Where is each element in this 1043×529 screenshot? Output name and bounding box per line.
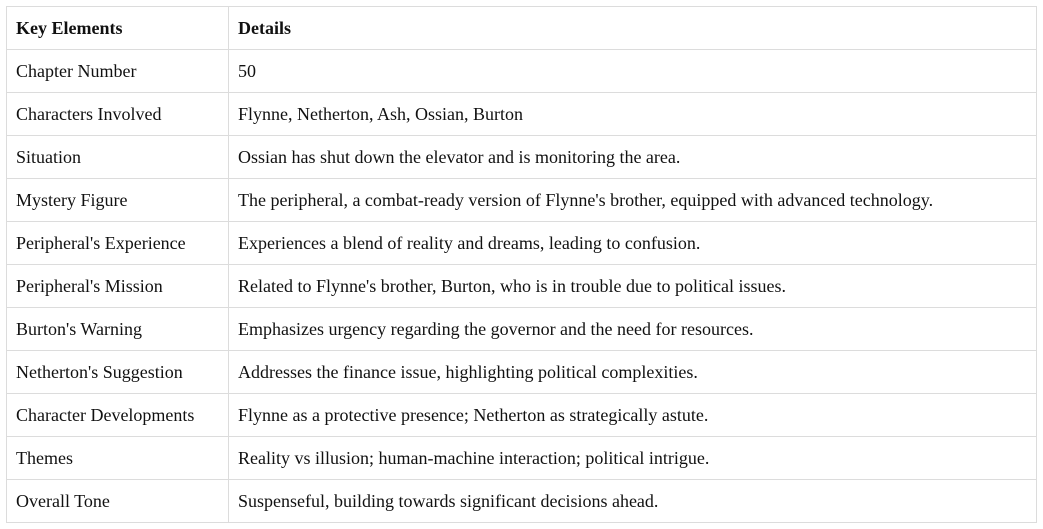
table-header-row (7, 7, 1037, 50)
table-row (7, 351, 1037, 394)
key-cell: Character Developments (7, 394, 229, 437)
header-key-elements: Key Elements (7, 7, 229, 50)
detail-cell: Emphasizes urgency regarding the governor and the need for resources. (229, 308, 1037, 351)
key-cell: Overall Tone (7, 480, 229, 523)
table-row (7, 136, 1037, 179)
detail-cell: Flynne, Netherton, Ash, Ossian, Burton (229, 93, 1037, 136)
header-details: Details (229, 7, 1037, 50)
table-row (7, 437, 1037, 480)
key-cell: Peripheral's Mission (7, 265, 229, 308)
summary-table (6, 6, 1037, 523)
detail-cell: Addresses the finance issue, highlighting political complexities. (229, 351, 1037, 394)
detail-cell: Flynne as a protective presence; Netherton as strategically astute. (229, 394, 1037, 437)
key-cell: Situation (7, 136, 229, 179)
detail-cell: 50 (229, 50, 1037, 93)
table-row (7, 93, 1037, 136)
table-row (7, 308, 1037, 351)
detail-cell: Experiences a blend of reality and dreams, leading to confusion. (229, 222, 1037, 265)
key-cell: Mystery Figure (7, 179, 229, 222)
key-cell: Themes (7, 437, 229, 480)
key-cell: Peripheral's Experience (7, 222, 229, 265)
key-cell: Characters Involved (7, 93, 229, 136)
detail-cell: The peripheral, a combat-ready version of Flynne's brother, equipped with advanced technology. (229, 179, 1037, 222)
detail-cell: Related to Flynne's brother, Burton, who is in trouble due to political issues. (229, 265, 1037, 308)
key-cell: Burton's Warning (7, 308, 229, 351)
table-row (7, 394, 1037, 437)
table-row (7, 480, 1037, 523)
summary-table-container (6, 6, 1037, 523)
key-cell: Chapter Number (7, 50, 229, 93)
table-row (7, 265, 1037, 308)
table-row (7, 179, 1037, 222)
detail-cell: Reality vs illusion; human-machine interaction; political intrigue. (229, 437, 1037, 480)
key-cell: Netherton's Suggestion (7, 351, 229, 394)
table-row (7, 222, 1037, 265)
detail-cell: Ossian has shut down the elevator and is monitoring the area. (229, 136, 1037, 179)
table-row (7, 50, 1037, 93)
detail-cell: Suspenseful, building towards significant decisions ahead. (229, 480, 1037, 523)
